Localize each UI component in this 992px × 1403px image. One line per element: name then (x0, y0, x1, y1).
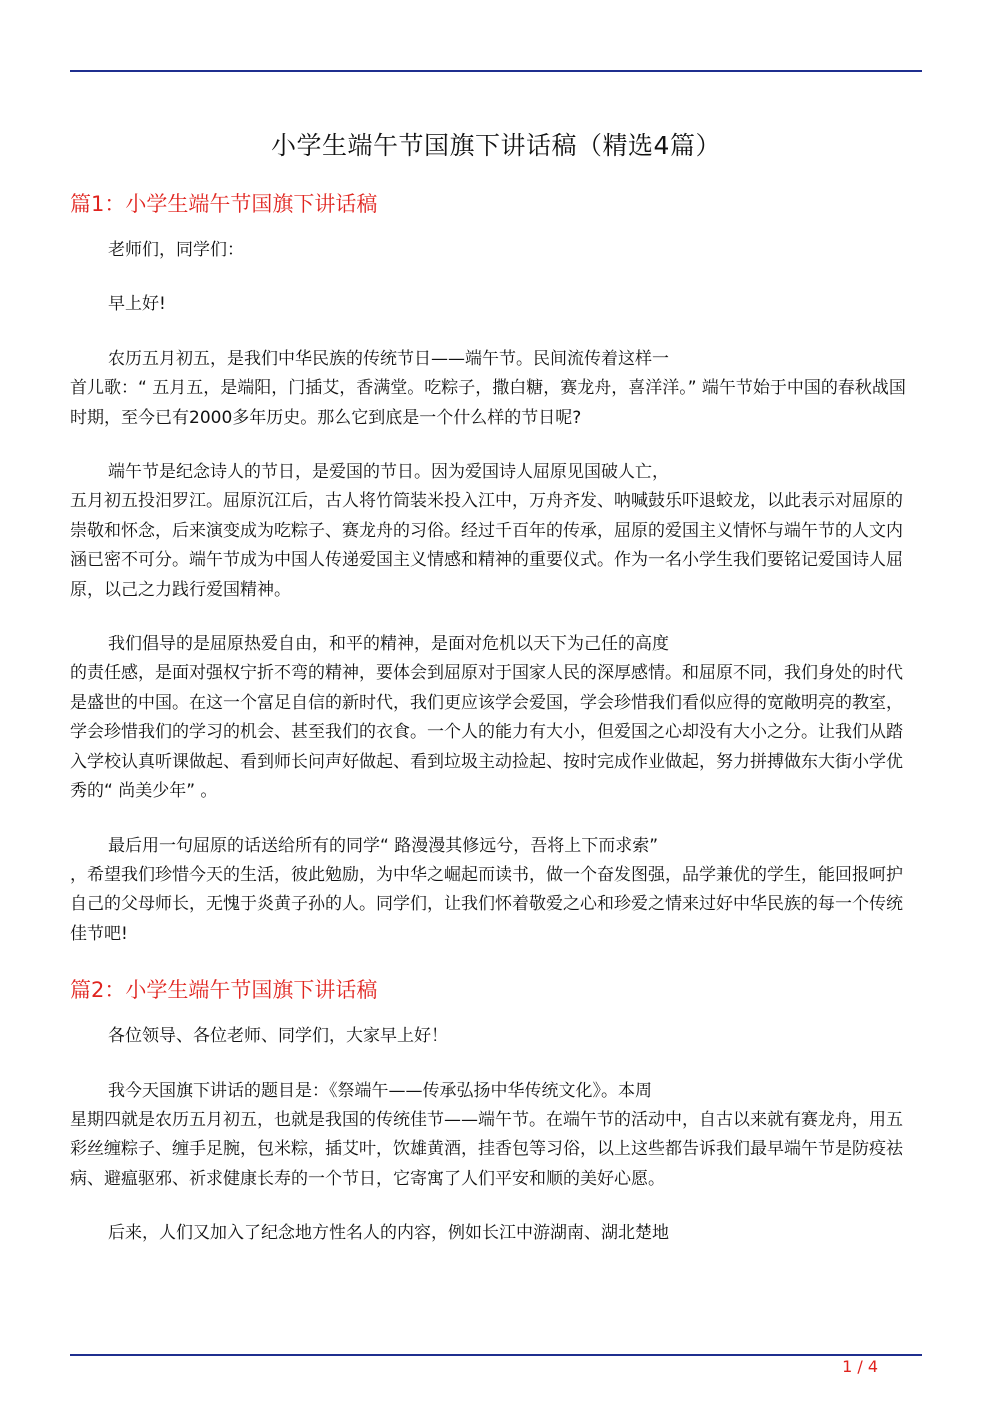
paragraph: 各位领导、各位老师、同学们，大家早上好！ (108, 1026, 448, 1047)
section-heading: 篇2：小学生端午节国旗下讲话稿 (70, 978, 378, 1003)
paragraph: 端午节是纪念诗人的节日，是爱国的节日。因为爱国诗人屈原见国破人亡， 五月初五投汨罗江。屈原沉江后，古人将竹筒装米投入江中，万舟齐发、呐喊鼓乐吓退蛟龙，以此表示对屈原的崇敬和怀念，后来演变成为吃粽子、赛龙舟的习俗。经过千百年的传承，屈原的爱国主义情怀与端午节的人文内涵已密不可分。端午节成为中国人传递爱国主义情感和精神的重要仪式。作为一名小学生我们要铭记爱国诗人屈原，以己之力践行爱国精神。 (70, 462, 903, 600)
paragraph: 农历五月初五，是我们中华民族的传统节日——端午节。民间流传着这样一 首儿歌：“ 五月五，是端阳，门插艾，香满堂。吃粽子，撒白糖，赛龙舟，喜洋洋。” 端午节始于中国的春秋战国时期，至今已有2000多年历史。那么它到底是一个什么样的节日呢? (70, 348, 906, 428)
section-1 (70, 188, 912, 949)
paragraph: 我们倡导的是屈原热爱自由，和平的精神，是面对危机以天下为己任的高度 的责任感，是面对强权宁折不弯的精神，要体会到屈原对于国家人民的深厚感情。和屈原不同，我们身处的时代是盛世的中国。在这一个富足自信的新时代，我们更应该学会爱国，学会珍惜我们看似应得的宽敞明亮的教室，学会珍惜我们的学习的机会、甚至我们的衣食。一个人的能力有大小，但爱国之心却没有大小之分。让我们从踏入学校认真听课做起、看到师长问声好做起、看到垃圾主动捡起、按时完成作业做起，努力拼搏做东大街小学优秀的“ 尚美少年” 。 (70, 634, 903, 802)
document-title: 小学生端午节国旗下讲话稿（精选4篇） (271, 131, 721, 160)
header-rule (70, 70, 922, 72)
paragraph: 后来，人们又加入了纪念地方性名人的内容，例如长江中游湖南、湖北楚地 (108, 1223, 669, 1244)
paragraph: 最后用一句屈原的话送给所有的同学“ 路漫漫其修远兮，吾将上下而求索” ，希望我们珍惜今天的生活，彼此勉励，为中华之崛起而读书，做一个奋发图强，品学兼优的学生，能回报呵护自己的父母师长，无愧于炎黄子孙的人。同学们，让我们怀着敬爱之心和珍爱之情来过好中华民族的每一个传统佳节吧! (70, 835, 903, 944)
page-number: 1 / 4 (842, 1357, 878, 1376)
section-heading: 篇1：小学生端午节国旗下讲话稿 (70, 192, 378, 216)
paragraph: 我今天国旗下讲话的题目是：《祭端午——传承弘扬中华传统文化》。本周 星期四就是农历五月初五，也就是我国的传统佳节——端午节。在端午节的活动中，自古以来就有赛龙舟，用五彩丝缠粽子、缠手足腕，包米粽，插艾叶，饮雄黄酒，挂香包等习俗，以上这些都告诉我们最早端午节是防疫祛病、避瘟驱邪、祈求健康长寿的一个节日，它寄寓了人们平安和顺的美好心愿。 (70, 1080, 903, 1189)
footer-rule (70, 1354, 922, 1356)
document-body (70, 188, 912, 1274)
paragraph: 早上好! (108, 294, 166, 315)
paragraph: 老师们，同学们： (108, 240, 244, 260)
section-2 (70, 974, 912, 1248)
